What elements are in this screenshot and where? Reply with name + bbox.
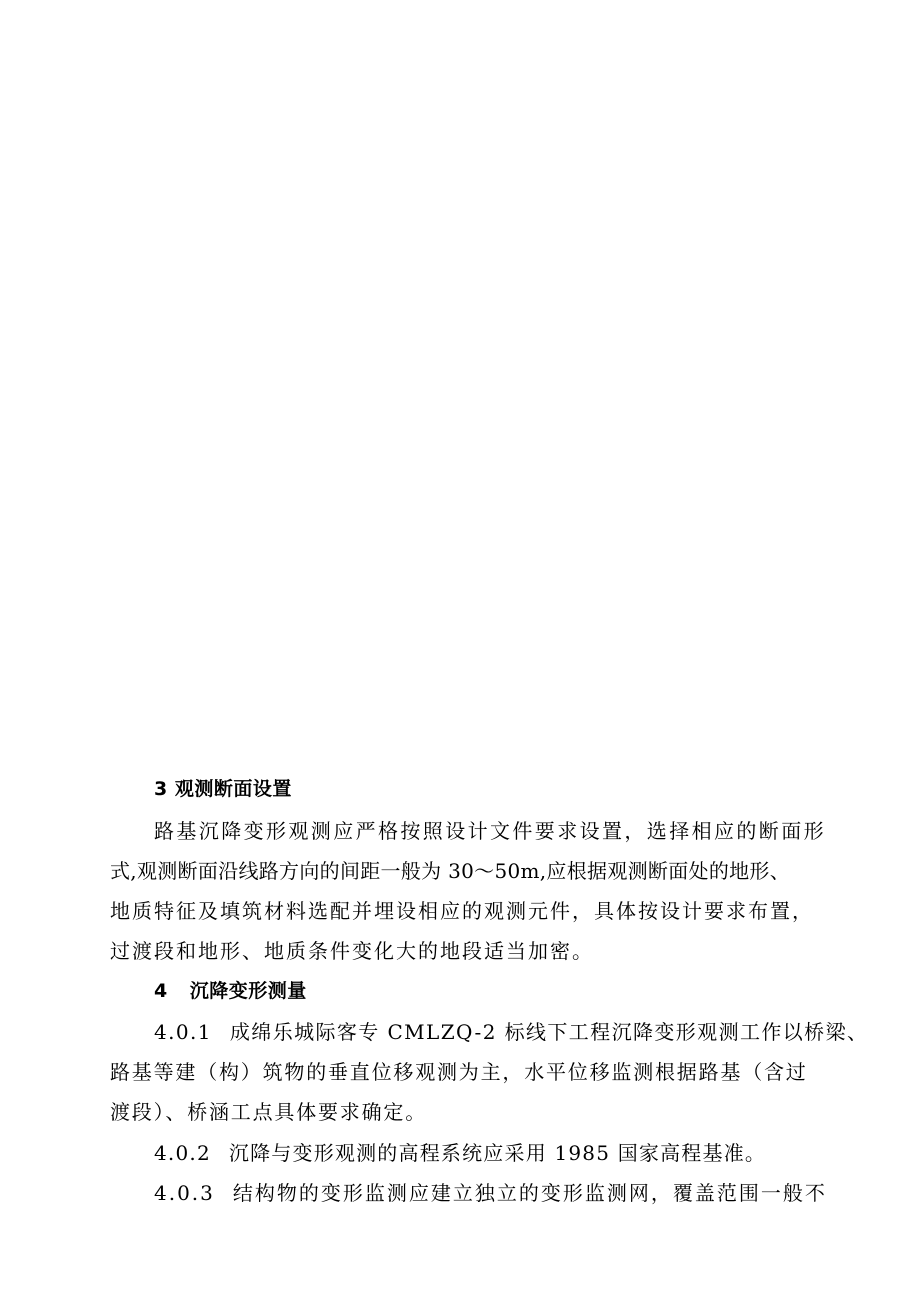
clause-4-0-3-line: [154, 1179, 827, 1207]
section-3-paragraph-line: 过渡段和地形、地质条件变化大的地段适当加密。: [110, 939, 594, 963]
clause-number: 4.0.1: [154, 1020, 212, 1044]
clause-4-0-1-line: 渡段）、桥涵工点具体要求确定。: [110, 1100, 427, 1124]
clause-text: 沉降与变形观测的高程系统应采用 1985 国家高程基准。: [228, 1141, 767, 1165]
clause-number: 4.0.3: [154, 1181, 215, 1205]
clause-text: 结构物的变形监测应建立独立的变形监测网，覆盖范围一般不: [232, 1181, 827, 1205]
section-3-paragraph-line: 路基沉降变形观测应严格按照设计文件要求设置，选择相应的断面形: [154, 819, 826, 843]
clause-4-0-1-first-line: [154, 1018, 868, 1046]
section-3-heading: 3 观测断面设置: [154, 778, 292, 800]
section-3-paragraph-line: 地质特征及填筑材料选配并埋设相应的观测元件，具体按设计要求布置，: [110, 899, 814, 923]
section-3-paragraph-line: 式,观测断面沿线路方向的间距一般为 30～50m,应根据观测断面处的地形、: [110, 859, 791, 883]
clause-4-0-1-line: 路基等建（构）筑物的垂直位移观测为主，水平位移监测根据路基（含过: [110, 1060, 808, 1084]
clause-4-0-2-line: [154, 1139, 766, 1167]
section-4-heading-text: 沉降变形测量: [189, 980, 307, 1002]
clause-text: 成绵乐城际客专 CMLZQ-2 标线下工程沉降变形观测工作以桥梁、: [229, 1020, 869, 1044]
section-4-heading-number: 4: [154, 980, 168, 1002]
clause-number: 4.0.2: [154, 1141, 211, 1165]
section-4-heading: [154, 977, 307, 1005]
